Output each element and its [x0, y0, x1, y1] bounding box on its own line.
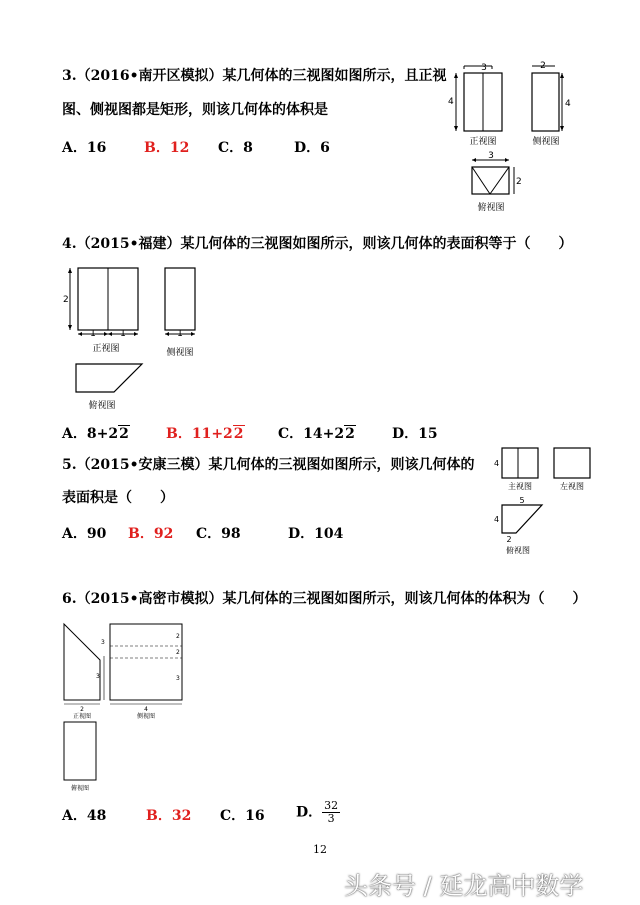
q4-three-view-figure [62, 262, 212, 422]
q6-option-d: D． $\frac{32}{3}$ [296, 799, 339, 825]
q3-stem-line2: 图、侧视图都是矩形，则该几何体的体积是 [62, 102, 328, 118]
q4-stem-line1: 4.（2015•福建）某几何体的三视图如图所示，则该几何体的表面积等于（ ） [62, 236, 573, 252]
q3-option-d: D．6 [294, 140, 330, 156]
q6-side-h3: 3 [176, 675, 180, 682]
q6-option-c: C．16 [220, 808, 265, 824]
q6-front-h-bottom: 3 [96, 673, 100, 680]
q6-side-label: 侧视图 [136, 713, 156, 720]
q3-front-view [454, 66, 502, 131]
q4-front-label: 正视图 [92, 344, 120, 354]
q4-option-d: D．15 [392, 426, 438, 442]
q5-top-label: 俯视图 [506, 546, 530, 555]
q6-option-a: A．48 [62, 808, 107, 824]
q5-slant: 5 [519, 496, 525, 505]
q3-front-width: 3 [481, 63, 487, 73]
q6-stem-line1: 6.（2015•高密市模拟）某几何体的三视图如图所示，则该几何体的体积为（ ） [62, 591, 587, 607]
q5-option-c: C．98 [196, 526, 241, 542]
q4-option-c: C．14+22 [278, 426, 355, 442]
q4-side-width: 1 [177, 329, 183, 339]
q4-width-right: 1 [120, 329, 126, 339]
q5-stem-line2: 表面积是（ ） [62, 490, 174, 506]
q6-side-base: 4 [144, 706, 148, 713]
q3-front-height: 4 [448, 97, 454, 107]
watermark: 头条号 / 延龙高中数学 [344, 872, 584, 900]
q3-side-width: 2 [540, 61, 546, 71]
q6-front-h-top: 3 [101, 639, 105, 646]
q5-front-height: 4 [494, 459, 500, 468]
q5-front-label: 主视图 [508, 482, 532, 491]
q6-front-base: 2 [80, 706, 84, 713]
q6-front-label: 正视图 [72, 713, 92, 720]
q6-top-label: 俯视图 [70, 785, 90, 792]
q6-side-view [110, 624, 182, 704]
q6-option-d-fraction: $\frac{32}{3}$ [324, 799, 339, 825]
q4-option-b: B．11+22 [166, 426, 244, 442]
q5-top-view [502, 505, 542, 533]
q3-stem-line1: 3.（2016•南开区模拟）某几何体的三视图如图所示，且正视 [62, 68, 447, 84]
q5-stem-line1: 5.（2015•安康三模）某几何体的三视图如图所示，则该几何体的 [62, 457, 475, 473]
q3-option-a: A．16 [62, 140, 107, 156]
q6-side-h2: 2 [176, 649, 180, 656]
q5-front-view [502, 448, 538, 478]
q4-top-label: 俯视图 [88, 401, 116, 411]
q6-option-b: B．32 [146, 808, 192, 824]
q3-option-c: C．8 [218, 140, 253, 156]
q4-height: 2 [63, 295, 69, 305]
q3-top-height: 2 [516, 177, 522, 187]
q4-side-label: 侧视图 [166, 348, 194, 358]
q6-side-h1: 2 [176, 633, 180, 640]
q5-side-label: 左视图 [560, 482, 584, 491]
q3-top-view [472, 158, 514, 194]
q4-option-a: A．8+22 [62, 426, 129, 442]
q5-base: 2 [506, 535, 512, 544]
q5-top-height: 4 [494, 515, 500, 524]
q3-side-height: 4 [565, 99, 571, 109]
q3-side-label: 侧视图 [532, 137, 560, 147]
q3-option-b: B．12 [144, 140, 190, 156]
q3-side-view [532, 66, 564, 131]
q4-side-view [165, 268, 195, 336]
q5-option-b: B．92 [128, 526, 174, 542]
q4-top-view [76, 364, 142, 392]
q4-front-view [68, 268, 138, 336]
q3-front-label: 正视图 [469, 137, 497, 147]
q6-three-view-figure [56, 616, 196, 806]
q5-side-view [554, 448, 590, 478]
q5-option-a: A．90 [62, 526, 107, 542]
q3-top-label: 俯视图 [477, 203, 505, 213]
q3-three-view-figure [448, 56, 592, 216]
q6-front-view [64, 624, 104, 704]
q3-top-width: 3 [488, 151, 494, 161]
q6-top-view [64, 722, 96, 780]
page-number: 12 [313, 843, 327, 856]
q4-width-left: 1 [90, 329, 96, 339]
q5-option-d: D．104 [288, 526, 344, 542]
q5-three-view-figure [488, 444, 598, 564]
